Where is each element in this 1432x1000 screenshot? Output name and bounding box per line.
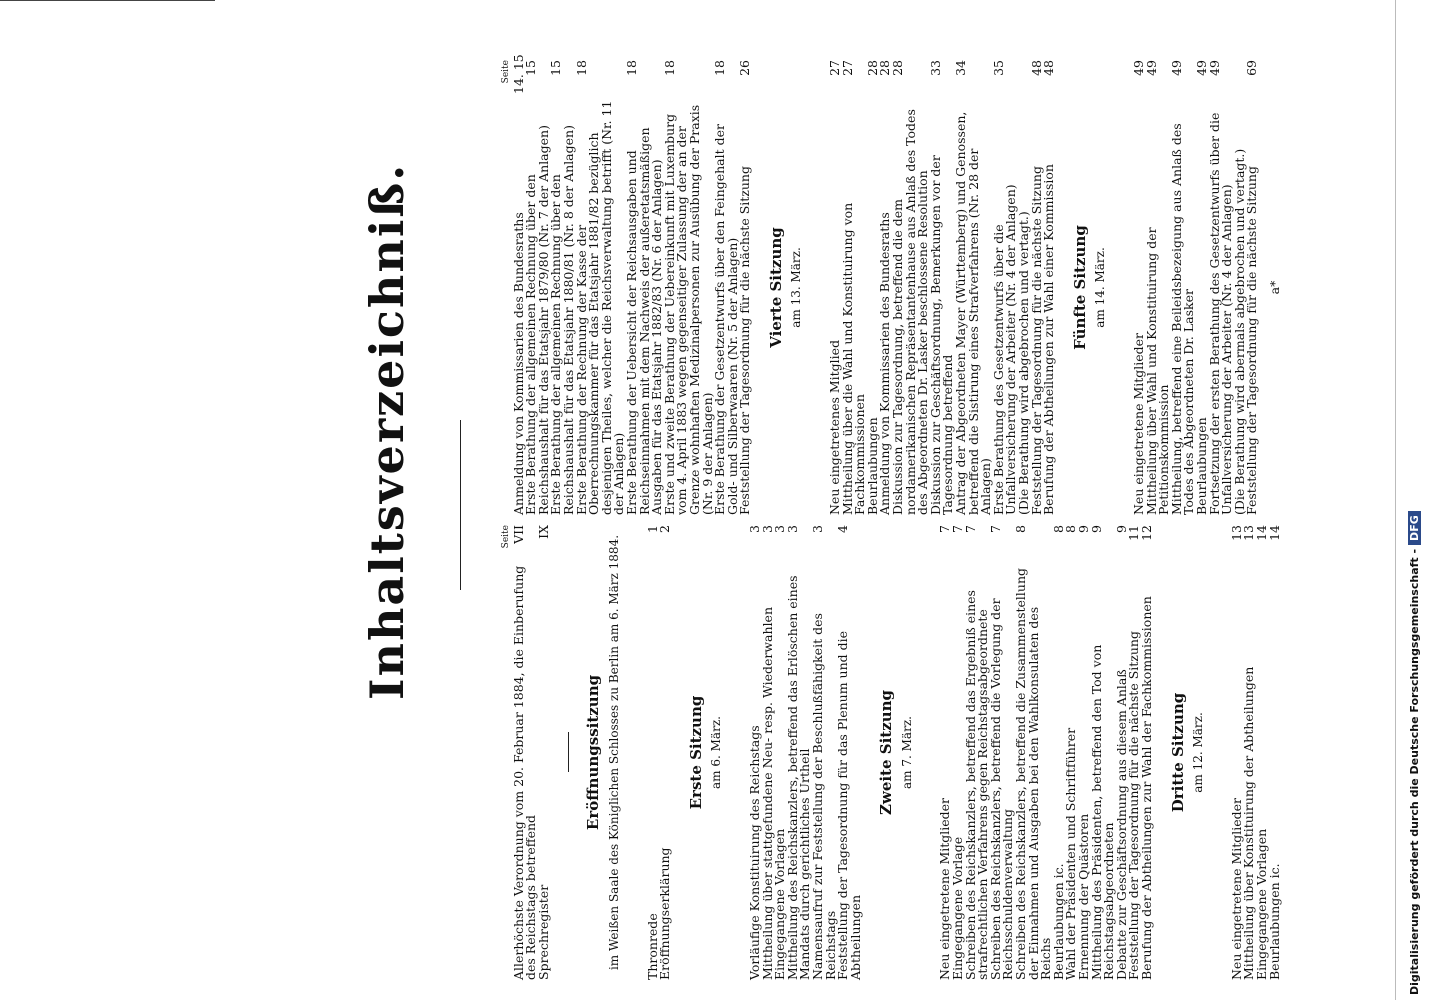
- toc-entry-page: 49: [1143, 60, 1159, 76]
- toc-entry: [535, 525, 551, 980]
- toc-entry-text: Feststellung der Tagesordnung für die nächste Sitzung: [737, 166, 753, 515]
- toc-entry: [714, 60, 739, 515]
- toc-entry-text: Mittheilung über Konstituirung der Abtheilungen: [1241, 666, 1257, 980]
- toc-entry-text: Erste Berathung des Gesetzentwurfs über die Unfallversicherung der Arbeiter (Nr. 4 der Anlagen): [990, 184, 1019, 515]
- toc-entry-page: 15: [523, 60, 539, 76]
- toc-entry-text: (Die Berathung wird abermals abgebrochen und vertagt.): [1231, 148, 1247, 515]
- toc-entry-text: Vorläufige Konstituirung des Reichstags: [746, 725, 762, 980]
- toc-entry-text: Allerhöchste Verordnung vom 20. Februar 1884, die Einberufung des Reichstags betreffend: [510, 561, 539, 980]
- toc-entry-text: Mittheilung des Präsidenten, betreffend den Tod von Reichstagsabgeordneten: [1088, 640, 1117, 980]
- toc-entry-page: 49: [1193, 60, 1209, 76]
- toc-entry-text: Berufung der Abtheilungen zur Wahl der Fachkommissionen: [1138, 596, 1154, 980]
- toc-entry-text: Anmeldung von Kommissarien des Bundesraths: [877, 212, 893, 515]
- toc-entry-page: 14. 15: [510, 54, 526, 94]
- toc-entry-page: 69: [1244, 60, 1260, 76]
- left-column: [500, 525, 1281, 980]
- toc-entry-text: Mittheilung des Reichskanzlers, betreffend das Erlöschen eines Mandats durch gerichtliches Urtheil: [784, 571, 813, 980]
- toc-entry-text: Sprechregister: [535, 884, 551, 980]
- toc-entry-page: 14: [1266, 525, 1282, 541]
- toc-entry-page: 3: [809, 525, 825, 533]
- section-date: am 13. März.: [789, 247, 804, 328]
- toc-entry: [1246, 60, 1259, 515]
- section-title: Dritte Sitzung: [1168, 692, 1187, 813]
- toc-entry-page: 35: [990, 60, 1006, 76]
- separator: [568, 733, 569, 773]
- toc-entry: [784, 525, 813, 980]
- toc-entry-page: 12: [1138, 525, 1154, 541]
- toc-entry-page: VII: [510, 525, 526, 544]
- page-column-header: Seite: [501, 60, 511, 84]
- toc-entry-text: Erste Berathung der allgemeinen Rechnung über den Reichshaushalt für das Etatsjahr 1880/81 (Nr. 8 der Anlagen): [548, 125, 576, 515]
- toc-entry-page: 3: [784, 525, 800, 533]
- toc-entry: [1168, 60, 1197, 515]
- title-rule: [460, 420, 461, 590]
- toc-entry-page: 49: [1168, 60, 1184, 76]
- toc-entry-page: 49: [1206, 60, 1222, 76]
- section-date: im Weißen Saale des Königlichen Schlosses zu Berlin am 6. März 1884.: [606, 534, 621, 971]
- right-column: [500, 54, 1282, 515]
- toc-entry-page: 8: [1050, 525, 1066, 533]
- toc-entry: [955, 60, 993, 515]
- toc-entry-text: Beurlaubungen: [864, 417, 880, 515]
- toc-entry-page: 7: [937, 525, 953, 533]
- toc-entry: [659, 525, 672, 980]
- toc-entry-page: 2: [657, 525, 673, 533]
- section-title: Erste Sitzung: [686, 695, 705, 810]
- toc-entry-text: Neu eingetretene Mitglieder: [1130, 332, 1146, 515]
- toc-entry: [990, 60, 1019, 515]
- toc-entry-text: Schreiben des Reichskanzlers, betreffend die Vorlegung der Reichsschuldenverwaltung: [987, 594, 1016, 980]
- toc-entry-page: 33: [927, 60, 943, 76]
- toc-entry: [1266, 525, 1282, 980]
- toc-entry-page: 13: [1228, 525, 1244, 541]
- toc-entry: [809, 525, 838, 980]
- toc-entry-page: 7: [950, 525, 966, 533]
- toc-entry-text: Anmeldung von Kommissarien des Bundesraths: [510, 212, 526, 515]
- toc-entry-text: Diskussion zur Tagesordnung, betreffend die dem nordamerikanischen Repräsentantenhause aus Anlaß des Todes des Abgeordneten Dr. Lasker beschlossene Resolution: [890, 105, 931, 515]
- toc-entry-page: 8: [1013, 525, 1029, 533]
- toc-entry: [1138, 525, 1154, 980]
- toc-entry-text: Namensaufruf zur Feststellung der Beschlußfähigkeit des Reichstags: [809, 609, 838, 980]
- toc-entry-text: Beurlaubungen ic.: [1050, 863, 1066, 980]
- toc-entry-text: Mittheilung über die Wahl und Konstituirung von Fachkommissionen: [839, 198, 868, 515]
- toc-entry-text: Wahl der Präsidenten und Schriftführer: [1063, 727, 1079, 980]
- toc-entry: [1088, 525, 1117, 980]
- section-date: am 14. März.: [1093, 247, 1108, 328]
- toc-entry-page: 48: [1041, 60, 1057, 76]
- dfg-logo: DFG: [1408, 511, 1421, 545]
- section-date: am 12. März.: [1191, 712, 1206, 793]
- toc-entry-page: 18: [712, 60, 728, 76]
- toc-entry-text: Schreiben des Reichskanzlers, betreffend das Ergebniß eines strafrechtlichen Verfahrens gegen Reichstagsabgeordnete: [962, 586, 991, 980]
- toc-entry-page: 18: [661, 60, 677, 76]
- page-title: Inhaltsverzeichniß.: [360, 162, 414, 700]
- toc-entry-text: Antrag der Abgeordneten Mayer (Württemberg) und Genossen, betreffend die Sistirung eines Strafverfahrens (Nr. 28 der Anlagen): [953, 107, 994, 515]
- toc-entry-page: 9: [1113, 525, 1129, 533]
- toc-entry-page: 18: [573, 60, 589, 76]
- toc-entry-page: 28: [890, 60, 906, 76]
- toc-entry-page: 11: [1126, 525, 1142, 541]
- toc-entry: [837, 525, 862, 980]
- toc-entry-page: 9: [1076, 525, 1091, 533]
- toc-entry-page: 13: [1241, 525, 1257, 541]
- toc-entry-text: Berufung der Abtheilungen zur Wahl einer Kommission: [1041, 164, 1057, 515]
- footer-text: Digitalisierung gefördert durch die Deutsche Forschungsgemeinschaft -: [1408, 548, 1421, 995]
- toc-entry-page: 18: [623, 60, 639, 76]
- toc-entry: [962, 525, 991, 980]
- toc-entry: [987, 525, 1016, 980]
- toc-entry-text: Feststellung der Tagesordnung für die nächste Sitzung: [1126, 631, 1142, 980]
- section-title: Eröffnungssitzung: [584, 674, 603, 831]
- toc-entry-text: Erste Berathung der Gesetzentwurfs über den Feingehalt der Gold- und Silberwaaren (Nr. 5 der Anlagen): [712, 120, 740, 515]
- section-date: am 7. März.: [899, 716, 914, 789]
- toc-entry: [839, 60, 868, 515]
- toc-entry: [1015, 525, 1053, 980]
- signature-mark: a*: [1266, 280, 1282, 295]
- toc-entry: [550, 60, 575, 515]
- toc-entry-text: Feststellung der Tagesordnung für die nächste Sitzung: [1028, 166, 1044, 515]
- scan-edge-top: [0, 0, 215, 1]
- toc-entry: [510, 525, 539, 980]
- toc-entry-text: Diskussion zur Geschäftsordnung, Bemerkungen vor der Tagesordnung betreffend: [927, 151, 956, 515]
- toc-entry-text: Eingegangene Vorlagen: [1253, 828, 1269, 980]
- toc-entry-text: Beurlaubungen: [1193, 417, 1209, 515]
- toc-entry: [525, 60, 550, 515]
- toc-entry-text: Feststellung der Tagesordnung für die nächste Sitzung: [1244, 166, 1260, 515]
- section-title: Vierte Sitzung: [766, 227, 785, 348]
- toc-entry-text: Erste Berathung der allgemeinen Rechnung über den Reichshaushalt für das Etatsjahr 1879/80 (Nr. 7 der Anlagen): [523, 125, 551, 515]
- toc-entry-page: 27: [827, 60, 843, 76]
- toc-entry-page: 3: [746, 525, 762, 533]
- toc-entry-page: 7: [962, 525, 978, 533]
- toc-entry-text: Thronrede: [644, 913, 660, 980]
- toc-entry: [623, 60, 665, 515]
- toc-entry: [1206, 60, 1235, 515]
- toc-entry-page: 28: [864, 60, 880, 76]
- toc-entry-text: Eröffnungserklärung: [657, 847, 673, 980]
- toc-entry: [927, 60, 956, 515]
- toc-entry-text: Neu eingetretene Mitglieder: [937, 797, 953, 980]
- toc-entry-page: 49: [1130, 60, 1146, 76]
- toc-entry-text: Beurlaubungen ic.: [1266, 863, 1282, 980]
- toc-entry-page: 4: [835, 525, 851, 533]
- section-title: Fünfte Sitzung: [1070, 225, 1089, 350]
- toc-entry-text: Neu eingetretene Mitglieder: [1228, 797, 1244, 980]
- toc-entry: [739, 60, 752, 515]
- section-title: Zweite Sitzung: [877, 689, 896, 816]
- toc-entry-text: Mittheilung über stattgefundene Neu- resp. Wiederwahlen: [759, 606, 775, 980]
- toc-entry-page: 15: [548, 60, 564, 76]
- toc-entry: [1143, 60, 1172, 515]
- toc-entry-text: Neu eingetretenes Mitglied: [827, 339, 843, 515]
- toc-entry-page: 27: [839, 60, 855, 76]
- toc-entry-page: 14: [1253, 525, 1269, 541]
- toc-entry: [573, 60, 627, 515]
- toc-entry-page: 28: [877, 60, 893, 76]
- page-column-header: Seite: [501, 525, 511, 549]
- rotated-page: [30, 50, 1420, 990]
- section-date: am 6. März.: [709, 716, 724, 789]
- toc-entry: [661, 60, 715, 515]
- toc-entry: [1043, 60, 1056, 515]
- digitization-footer: [1408, 5, 1421, 995]
- toc-entry-text: Debatte zur Geschäftsordnung aus diesem Anlaß: [1113, 669, 1129, 980]
- toc-entry-text: Mittheilung über Wahl und Konstituirung der Petitionskommission: [1143, 223, 1172, 515]
- toc-entry-page: 3: [759, 525, 775, 533]
- toc-entry-text: Schreiben des Reichskanzlers, betreffend die Zusammenstellung der Einnahmen und Ausgaben bei den Wahlkonsulaten des Reichs: [1013, 563, 1054, 980]
- toc-entry-text: (Die Berathung wird abgebrochen und vertagt.): [1015, 211, 1031, 515]
- toc-entry-text: Eingegangene Vorlagen: [772, 828, 788, 980]
- toc-entry: [892, 60, 930, 515]
- toc-entry-page: 48: [1028, 60, 1044, 76]
- toc-entry-text: Mittheilung, betreffend eine Beileidsbezeigung aus Anlaß des Todes des Abgeordneten Dr. Lasker: [1168, 119, 1197, 515]
- toc-entry-page: IX: [535, 525, 551, 539]
- toc-entry-page: 8: [1063, 525, 1079, 533]
- toc-entry-page: 3: [772, 525, 788, 533]
- toc-entry-text: Eingegangene Vorlage: [950, 836, 966, 980]
- toc-entry-page: 1: [644, 525, 660, 533]
- toc-entry-page: 7: [987, 525, 1003, 533]
- toc-entry-text: Ernennung der Quästoren: [1076, 813, 1091, 980]
- toc-entry-text: Erste Berathung der Rechnung der Kasse der Oberrechnungskammer für das Etatsjahr 1881/82 bezüglich desjenigen Theiles, welcher die Reichsverwaltung betrifft (Nr. 11 der Anlagen): [573, 96, 627, 515]
- toc-entry-text: Erste Berathung der Uebersicht der Reichsausgaben und Reichseinnahmen mit dem Nachweis der außeretatsmäßigen Ausgaben für das Etatsjahr 1882/83 (Nr. 6 der Anlagen): [623, 123, 665, 515]
- toc-entry-text: Feststellung der Tagesordnung für das Plenum und die Abtheilungen: [835, 626, 863, 980]
- toc-entry-page: 26: [737, 60, 753, 76]
- toc-entry-page: 9: [1088, 525, 1104, 533]
- toc-entry-text: Fortsetzung der ersten Berathung des Gesetzentwurfs über die Unfallversicherung der Arbeiter (Nr. 4 der Anlagen): [1206, 108, 1235, 515]
- toc-entry-page: 34: [953, 60, 968, 76]
- toc-entry-text: Erste und zweite Berathung der Uebereinkunft mit Luxemburg vom 4. April 1883 wegen gegenseitiger Zulassung der an der Grenze wohnhaften Medizinalpersonen zur Ausübung der Praxis (Nr. 9 der Anlagen): [661, 100, 715, 515]
